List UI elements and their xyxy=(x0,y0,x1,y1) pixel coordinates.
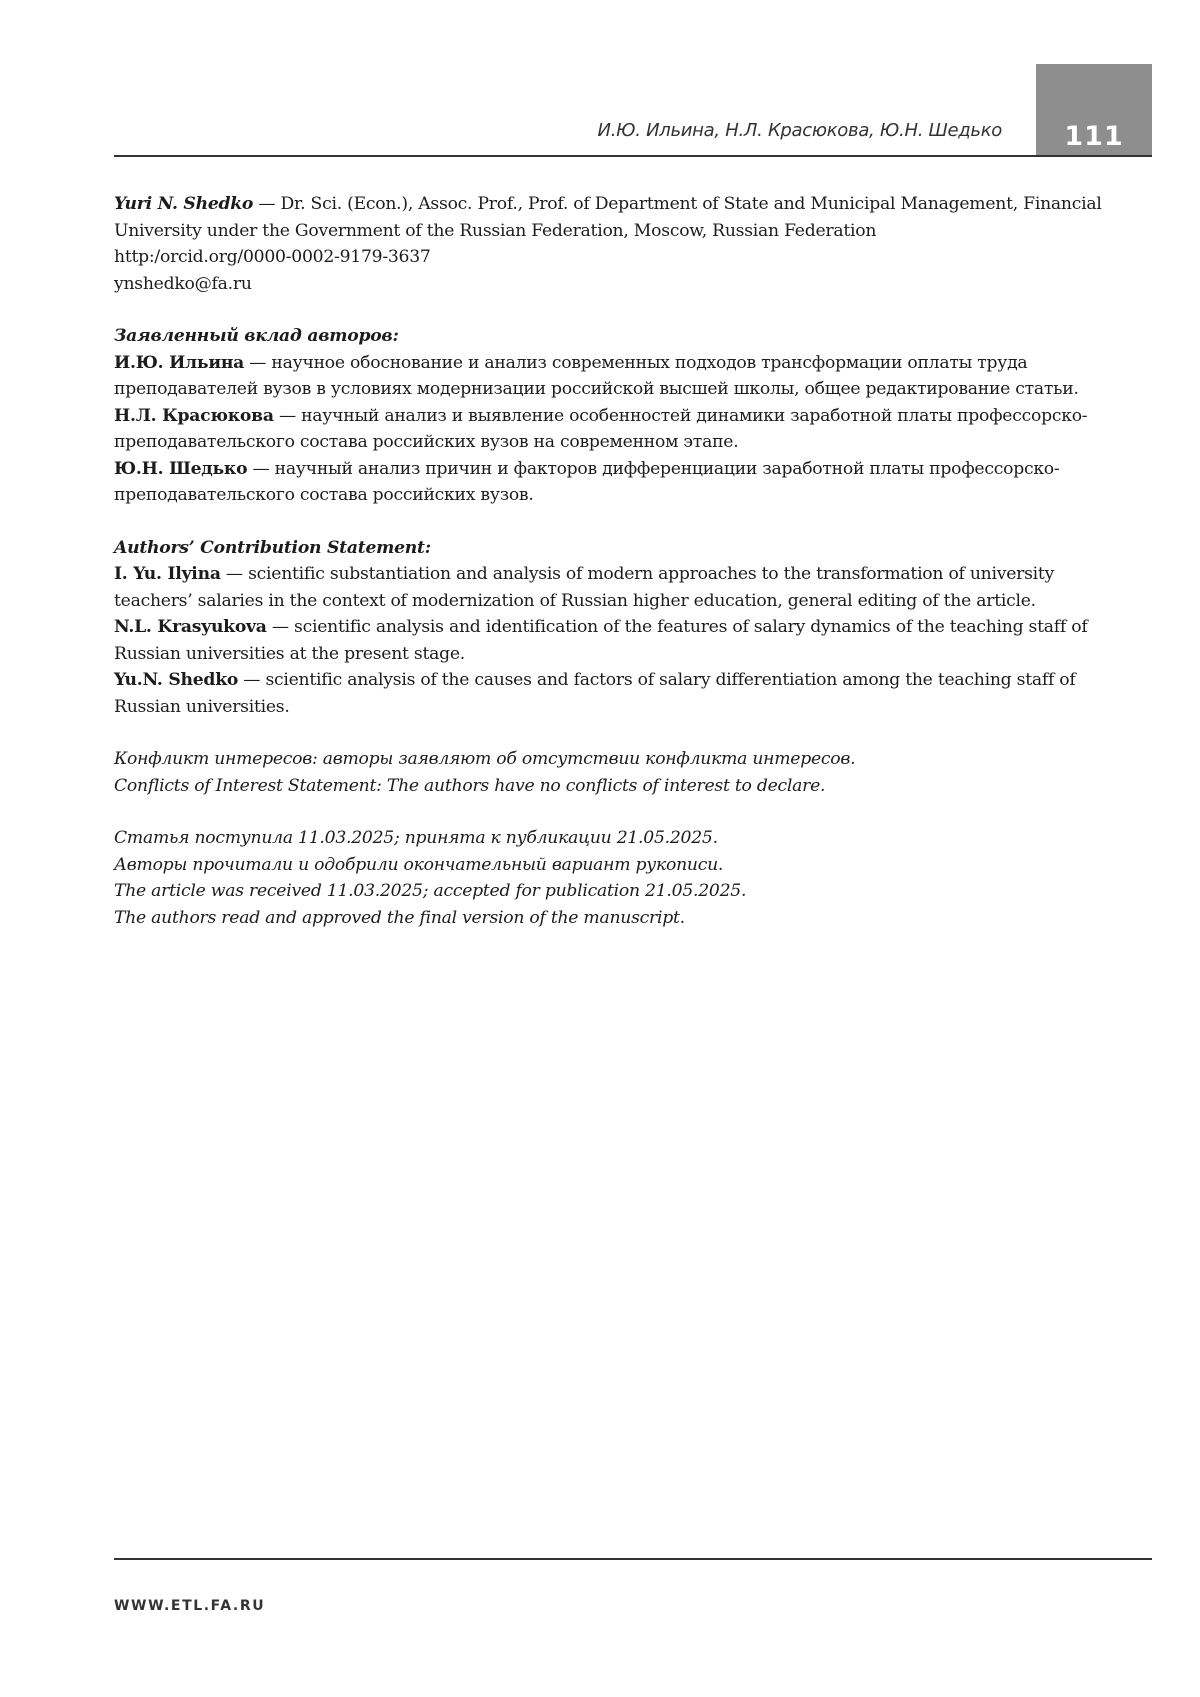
dates-received-ru: Статья поступила 11.03.2025; принята к публикации 21.05.2025. xyxy=(114,828,718,848)
contributor-text: — научный анализ причин и факторов дифференциации заработной платы профессорско-преподавательского состава российских вузов. xyxy=(114,458,1060,505)
contribution-ru-item xyxy=(114,403,1114,456)
footer-divider xyxy=(114,1558,1152,1560)
contributor-text: — scientific analysis of the causes and factors of salary differentiation among the teaching staff of Russian universities. xyxy=(114,670,1076,717)
contributor-name: Yu.N. Shedko xyxy=(114,670,239,690)
article-back-matter xyxy=(114,191,1114,931)
contribution-ru-item xyxy=(114,350,1114,403)
manuscript-approved-en: The authors read and approved the final version of the manuscript. xyxy=(114,907,685,928)
contributor-text: — научный анализ и выявление особенностей динамики заработной платы профессорско-преподавательского состава российских вузов на современном этапе. xyxy=(114,405,1088,452)
author-info-paragraph xyxy=(114,191,1114,244)
contribution-en-item xyxy=(114,561,1114,614)
contribution-en-heading: Authors’ Contribution Statement: xyxy=(114,537,431,558)
contributor-name: Ю.Н. Шедько xyxy=(114,458,248,479)
contributor-name: Н.Л. Красюкова xyxy=(114,405,274,426)
author-email: ynshedko@fa.ru xyxy=(114,273,252,294)
journal-url[interactable]: WWW.ETL.FA.RU xyxy=(114,1598,266,1614)
header-divider xyxy=(114,155,1152,157)
contribution-en-item xyxy=(114,667,1114,720)
contribution-en-item xyxy=(114,614,1114,667)
author-description: — Dr. Sci. (Econ.), Assoc. Prof., Prof. of Department of State and Municipal Management, Financial University under the Government of the Russian Federation, Moscow, Russian Federation xyxy=(114,194,1102,241)
contributor-name: I. Yu. Ilyina xyxy=(114,564,221,584)
contributor-text: — scientific substantiation and analysis of modern approaches to the transformation of university teachers’ salaries in the context of modernization of Russian higher education, general editing of the article. xyxy=(114,564,1055,611)
dates-received-en: The article was received 11.03.2025; accepted for publication 21.05.2025. xyxy=(114,881,747,901)
contribution-ru-item xyxy=(114,456,1114,509)
manuscript-approved-ru: Авторы прочитали и одобрили окончательный вариант рукописи. xyxy=(114,854,724,875)
running-header-authors: И.Ю. Ильина, Н.Л. Красюкова, Ю.Н. Шедько xyxy=(597,120,1002,141)
contributor-text: — научное обоснование и анализ современных подходов трансформации оплаты труда преподавателей вузов в условиях модернизации российской высшей школы, общее редактирование статьи. xyxy=(114,352,1079,399)
author-name: Yuri N. Shedko xyxy=(114,194,254,214)
contributor-name: N.L. Krasyukova xyxy=(114,617,267,637)
contributor-name: И.Ю. Ильина xyxy=(114,352,245,373)
author-orcid: http:/orcid.org/0000-0002-9179-3637 xyxy=(114,247,431,267)
page-number: 111 xyxy=(1036,64,1152,156)
contributor-text: — scientific analysis and identification of the features of salary dynamics of the teaching staff of Russian universities at the present stage. xyxy=(114,617,1088,664)
contribution-ru-heading: Заявленный вклад авторов: xyxy=(114,326,399,346)
conflict-statement-ru: Конфликт интересов: авторы заявляют об отсутствии конфликта интересов. xyxy=(114,749,856,769)
conflict-statement-en: Conflicts of Interest Statement: The authors have no conflicts of interest to declare. xyxy=(114,775,826,796)
